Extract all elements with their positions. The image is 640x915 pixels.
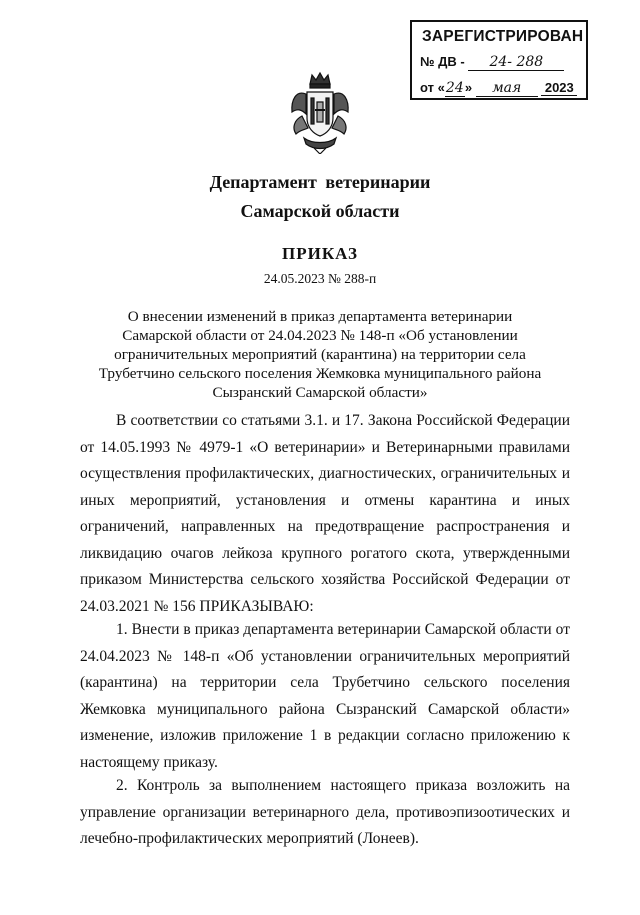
department-name-line2: Самарской области [240,201,400,221]
registration-stamp [410,20,588,100]
body-paragraph-preamble: В соответствии со статьями 3.1. и 17. Закона Российской Федерации от 14.05.1993 № 4979-1 «О ветеринарии» и Ветеринарными правилами осуществления профилактических, диагностических, ограничительных и иных мероприятий, установления и отмены карантина и иных ограничений, направленных на предотвращение распространения и ликвидацию очагов лейкоза крупного рогатого скота, утвержденными приказом Министерства сельского хозяйства Российской Федерации от 24.03.2021 № 156 ПРИКАЗЫВАЮ: [80,412,570,615]
stamp-date-prefix: от « [420,80,445,95]
stamp-date-day: 24 [445,80,464,96]
stamp-number-row [420,54,564,71]
subject-line: Трубетчино сельского поселения Жемковка муниципального района [98,365,542,382]
subject-line: О внесении изменений в приказ департамента ветеринарии [127,308,513,325]
stamp-number-handwritten: 24- 288 [468,54,564,71]
stamp-date-close: » [464,80,473,95]
stamp-date-month: мая [476,80,538,97]
body-paragraph-item-1: 1. Внести в приказ департамента ветеринарии Самарской области от 24.04.2023 № 148-п «Об установлении ограничительных мероприятий (карантина) на территории села Трубетчино сельского поселения Жемковка муниципального района Сызранский Самарской области» изменение, изложив приложение 1 в редакции согласно приложению к настоящему приказу. [80,621,570,771]
stamp-date-row [420,80,577,97]
order-title: ПРИКАЗ [282,244,358,263]
order-subject [90,307,550,402]
subject-line: ограничительных мероприятий (карантина) на территории села [114,346,526,363]
stamp-number-prefix: № ДВ - [420,54,465,69]
subject-line: Сызранский Самарской области» [212,384,428,401]
order-number: 24.05.2023 № 288-п [263,271,377,286]
department-name-line1: Департамент ветеринарии [209,172,431,192]
coat-of-arms-emblem [288,70,352,154]
subject-line: Самарской области от 24.04.2023 № 148-п «Об установлении [122,327,518,344]
stamp-title: ЗАРЕГИСТРИРОВАН [422,28,584,45]
body-paragraph-item-2: 2. Контроль за выполнением настоящего приказа возложить на управление организации ветеринарного дела, противоэпизоотических и лечебно-профилактических мероприятий (Лонеев). [80,777,570,847]
stamp-date-year: 2023 [541,80,577,96]
